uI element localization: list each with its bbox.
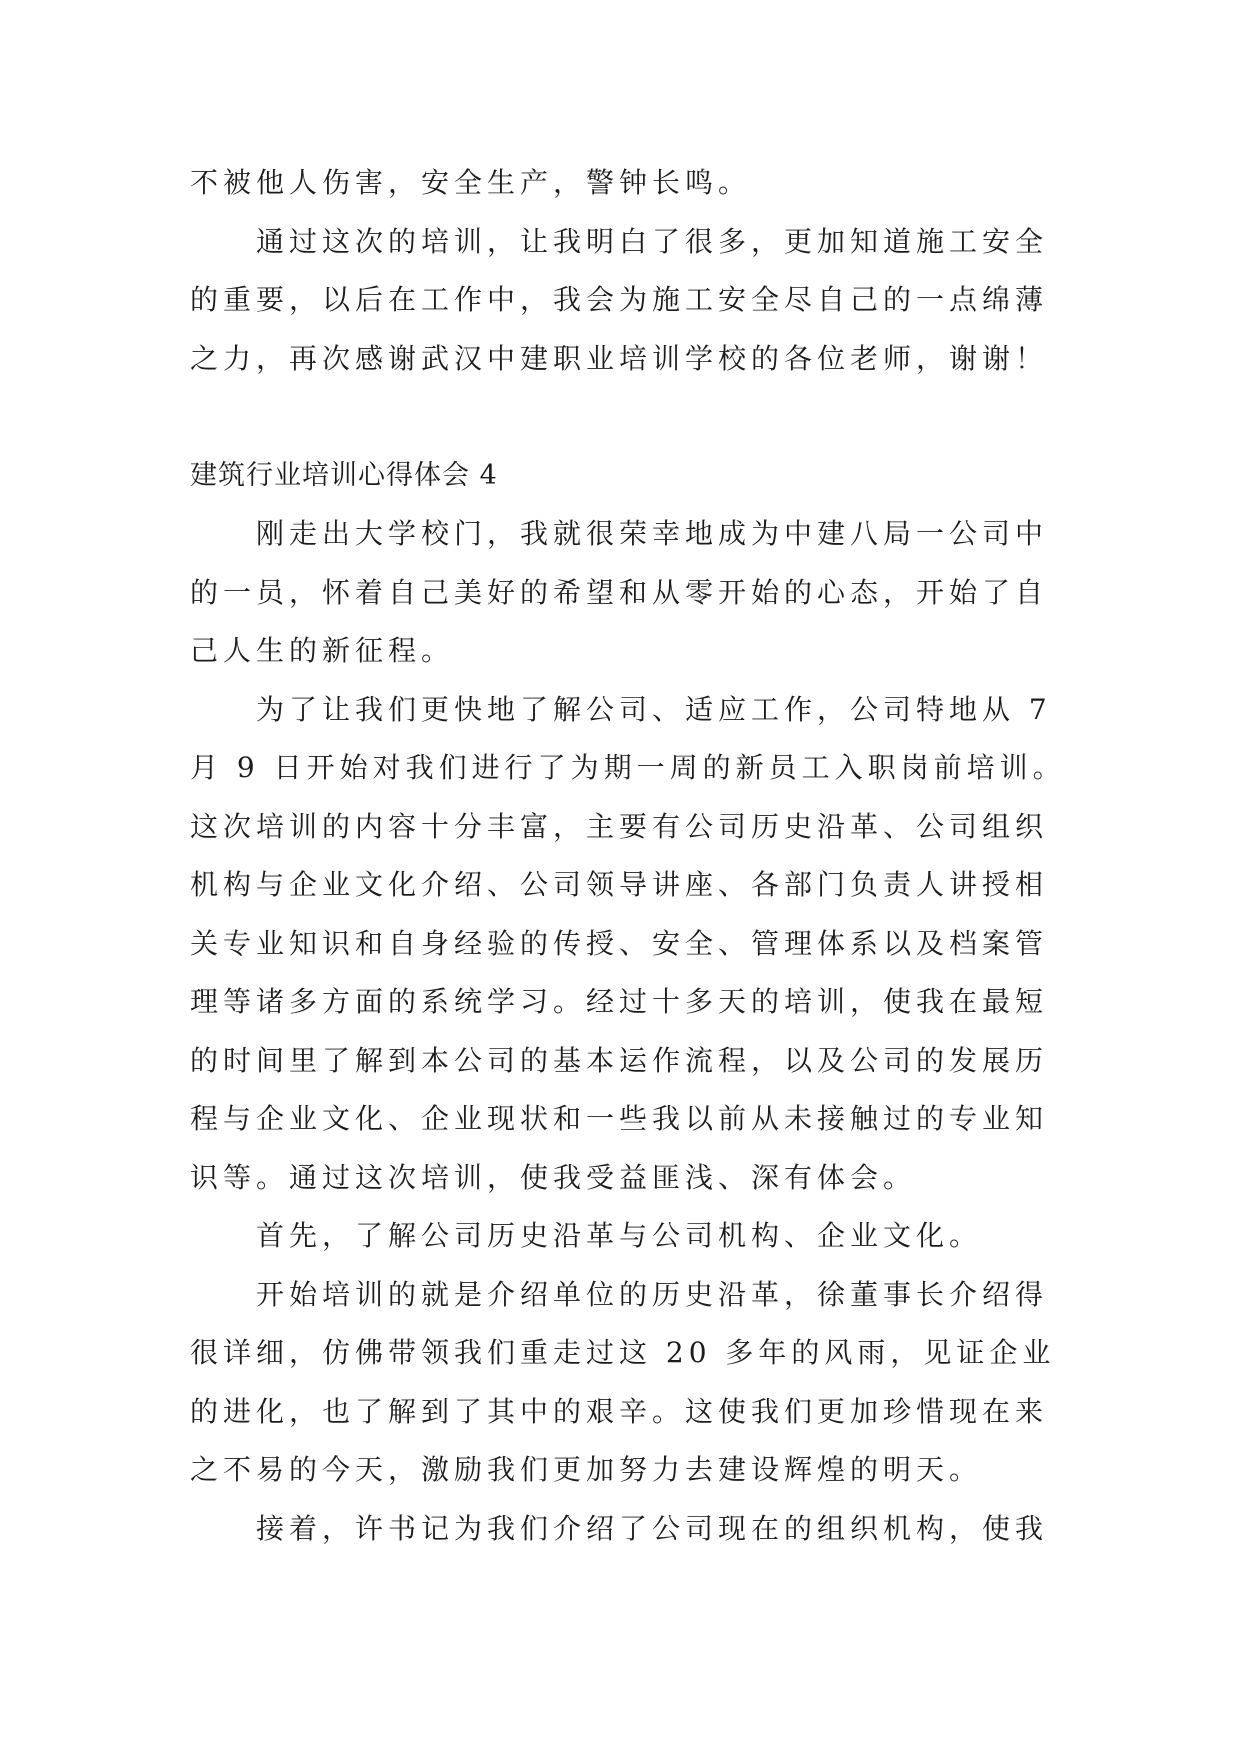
text-line: 为了让我们更快地了解公司、适应工作，公司特地从 7 xyxy=(256,692,1052,726)
text-line: 理等诸多方面的系统学习。经过十多天的培训，使我在最短 xyxy=(190,985,1049,1018)
document-body xyxy=(190,154,1070,1558)
text-line: 通过这次的培训，让我明白了很多，更加知道施工安全 xyxy=(256,224,1049,258)
section xyxy=(190,154,1070,388)
text-line: 月 9 日开始对我们进行了为期一周的新员工入职岗前培训。 xyxy=(190,751,1066,784)
section xyxy=(190,447,1070,1559)
text-line: 这次培训的内容十分丰富，主要有公司历史沿革、公司组织 xyxy=(190,809,1049,843)
text-line: 之不易的今天，激励我们更加努力去建设辉煌的明天。 xyxy=(190,1453,983,1486)
text-line: 首先，了解公司历史沿革与公司机构、企业文化。 xyxy=(256,1219,983,1252)
paragraph xyxy=(190,505,1070,681)
section-heading: 建筑行业培训心得体会 4 xyxy=(190,459,498,491)
text-line: 之力，再次感谢武汉中建职业培训学校的各位老师，谢谢！ xyxy=(190,341,1049,375)
paragraph xyxy=(190,681,1070,1208)
paragraph xyxy=(190,1266,1070,1500)
text-line: 开始培训的就是介绍单位的历史沿革，徐董事长介绍得 xyxy=(256,1277,1049,1311)
text-line: 的一员，怀着自己美好的希望和从零开始的心态，开始了自 xyxy=(190,575,1049,609)
paragraph xyxy=(190,1500,1070,1559)
paragraph xyxy=(190,154,1070,213)
text-line: 很详细，仿佛带领我们重走过这 20 多年的风雨，见证企业 xyxy=(190,1336,1056,1369)
text-line: 机构与企业文化介绍、公司领导讲座、各部门负责人讲授相 xyxy=(190,868,1049,901)
text-line: 程与企业文化、企业现状和一些我以前从未接触过的专业知 xyxy=(190,1102,1049,1135)
text-line: 不被他人伤害，安全生产，警钟长鸣。 xyxy=(190,166,752,199)
paragraph xyxy=(190,213,1070,389)
text-line: 的进化，也了解到了其中的艰辛。这使我们更加珍惜现在来 xyxy=(190,1394,1049,1428)
text-line: 的重要，以后在工作中，我会为施工安全尽自己的一点绵薄 xyxy=(190,283,1049,316)
text-line: 识等。通过这次培训，使我受益匪浅、深有体会。 xyxy=(190,1160,917,1194)
text-line: 己人生的新征程。 xyxy=(190,634,455,667)
text-line: 刚走出大学校门，我就很荣幸地成为中建八局一公司中 xyxy=(256,517,1049,550)
paragraph xyxy=(190,1207,1070,1266)
text-line: 关专业知识和自身经验的传授、安全、管理体系以及档案管 xyxy=(190,926,1049,960)
text-line: 接着，许书记为我们介绍了公司现在的组织机构，使我 xyxy=(256,1511,1049,1545)
text-line: 的时间里了解到本公司的基本运作流程，以及公司的发展历 xyxy=(190,1043,1049,1077)
